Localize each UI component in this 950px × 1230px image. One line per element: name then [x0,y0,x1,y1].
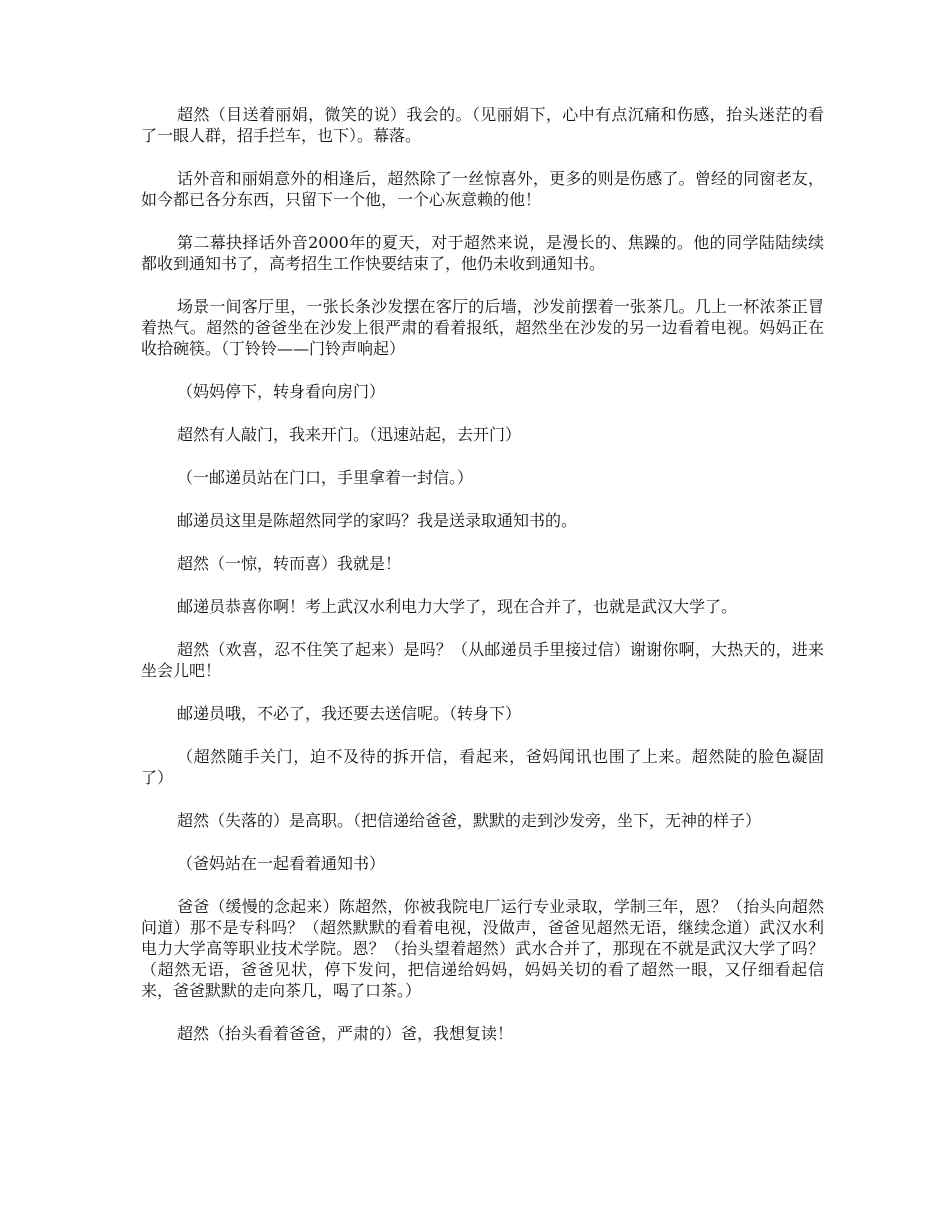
paragraph: （一邮递员站在门口，手里拿着一封信。） [177,468,474,487]
paragraph: （妈妈停下，转身看向房门） [177,382,386,401]
paragraph: 邮递员哦，不必了，我还要去送信呢。（转身下） [177,704,522,723]
paragraph: 邮递员恭喜你啊！考上武汉水利电力大学了，现在合并了，也就是武汉大学了。 [177,597,738,616]
paragraph: 第二幕抉择话外音2000年的夏天，对于超然来说，是漫长的、焦躁的。他的同学陆陆续续都收到通知书了，高考招生工作快要结束了，他仍未收到通知书。 [141,233,824,273]
paragraph: 爸爸（缓慢的念起来）陈超然，你被我院电厂运行专业录取，学制三年，恩？（抬头向超然问道）那不是专科吗？（超然默默的看着电视，没做声，爸爸见超然无语，继续念道）武汉水利电力大学高等职业技术学院。恩？（抬头望着超然）武水合并了，那现在不就是武汉大学了吗？（超然无语，爸爸见状，停下发问，把信递给妈妈，妈妈关切的看了超然一眼，又仔细看起信来，爸爸默默的走向茶几，喝了口茶。） [141,897,824,1000]
paragraph: （爸妈站在一起看着通知书） [177,854,386,873]
paragraph: 超然（一惊，转而喜）我就是！ [177,554,402,573]
paragraph: 超然（失落的）是高职。（把信递给爸爸，默默的走到沙发旁，坐下，无神的样子） [177,811,762,830]
document-body [141,104,824,1066]
paragraph: 超然有人敲门，我来开门。（迅速站起，去开门） [177,425,522,444]
paragraph: 超然（目送着丽娟，微笑的说）我会的。（见丽娟下，心中有点沉痛和伤感，抬头迷茫的看了一眼人群，招手拦车，也下）。幕落。 [141,105,824,145]
paragraph: 超然（抬头看着爸爸，严肃的）爸，我想复读！ [177,1024,514,1043]
paragraph: 邮递员这里是陈超然同学的家吗？我是送录取通知书的。 [177,511,578,530]
paragraph: 场景一间客厅里，一张长条沙发摆在客厅的后墙，沙发前摆着一张茶几。几上一杯浓茶正冒着热气。超然的爸爸坐在沙发上很严肃的看着报纸，超然坐在沙发的另一边看着电视。妈妈正在收拾碗筷。（丁铃铃——门铃声响起） [141,297,824,358]
paragraph: 超然（欢喜，忍不住笑了起来）是吗？（从邮递员手里接过信）谢谢你啊，大热天的，进来坐会儿吧！ [141,640,824,680]
paragraph: 话外音和丽娟意外的相逢后，超然除了一丝惊喜外，更多的则是伤感了。曾经的同窗老友，如今都已各分东西，只留下一个他，一个心灰意赖的他！ [141,169,824,209]
paragraph: （超然随手关门，迫不及待的拆开信，看起来，爸妈闻讯也围了上来。超然陡的脸色凝固了） [141,747,824,787]
